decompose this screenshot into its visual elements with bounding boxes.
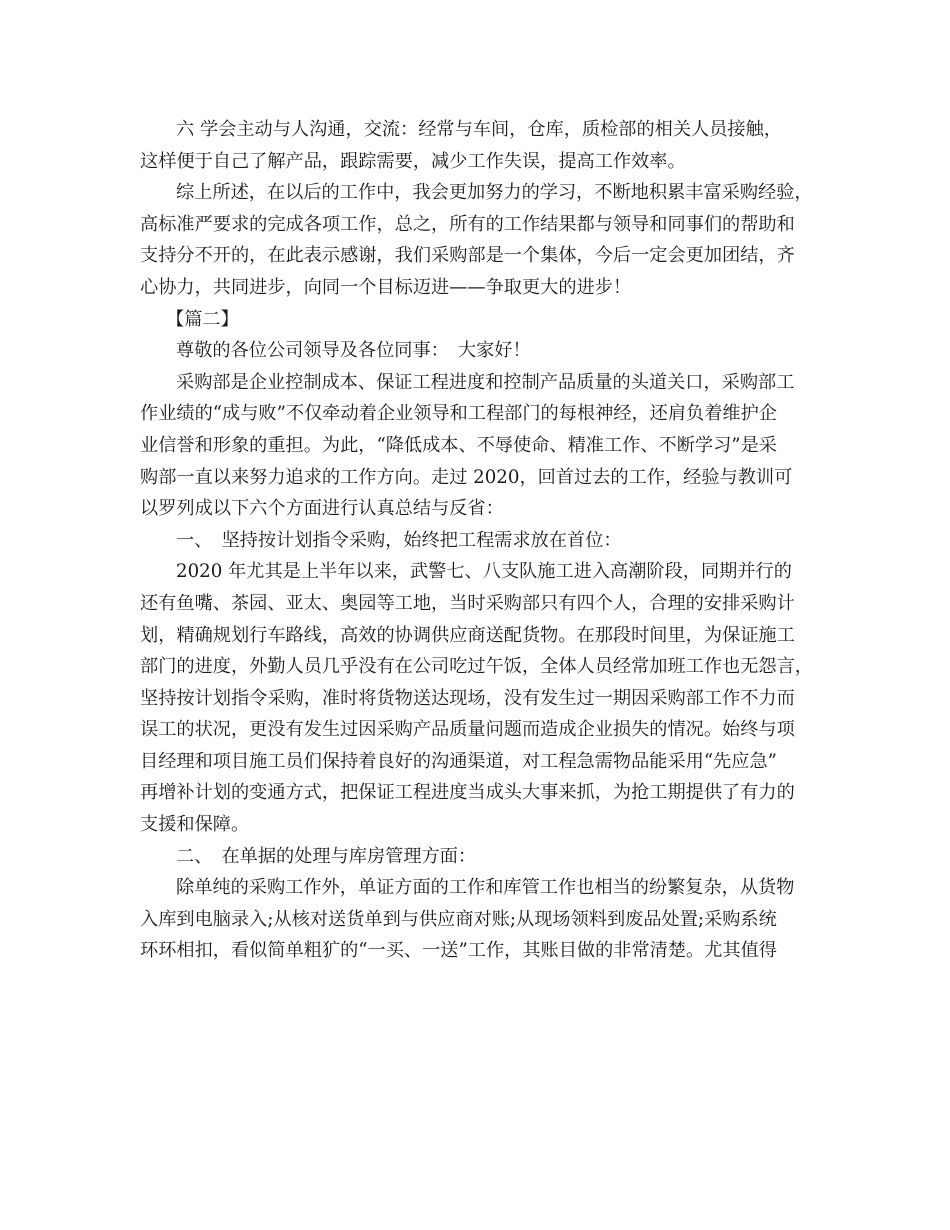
document-body [140,114,820,967]
text-line: 误工的状况，更没有发生过因采购产品质量问题而造成企业损失的情况。始终与项 [140,719,795,741]
text-line: 尊敬的各位公司领导及各位同事： 大家好！ [176,340,531,362]
text-line: 综上所述，在以后的工作中，我会更加努力的学习，不断地积累丰富采购经验， [176,182,813,204]
text-line: 心协力，共同进步，向同一个目标迈进——争取更大的进步！ [140,276,632,298]
text-line: 作业绩的“成与败”不仅牵动着企业领导和工程部门的每根神经，还肩负着维护企 [140,403,777,425]
text-line: 支援和保障。 [140,814,250,836]
text-line: 业信誉和形象的重担。为此，“降低成本、不辱使命、精准工作、不断学习”是采 [140,434,777,456]
text-line: 购部一直以来努力追求的工作方向。走过 2020，回首过去的工作，经验与教训可 [140,466,793,488]
text-line: 再增补计划的变通方式，把保证工程进度当成头大事来抓，为抢工期提供了有力的 [140,782,795,804]
text-line: 还有鱼嘴、茶园、亚太、奥园等工地，当时采购部只有四个人，合理的安排采购计 [140,592,795,614]
text-line: 入库到电脑录入;从核对送货单到与供应商对账;从现场领料到废品处置;采购系统 [140,908,777,930]
text-line: 二、 在单据的处理与库房管理方面： [176,845,477,867]
text-line: 划，精确规划行车路线，高效的协调供应商送配货物。在那段时间里，为保证施工 [140,624,795,646]
text-line: 环环相扣，看似简单粗犷的“一买、一送”工作，其账目做的非常清楚。尤其值得 [140,940,777,962]
text-line: 以罗列成以下六个方面进行认真总结与反省： [140,498,504,520]
text-line: 目经理和项目施工员们保持着良好的沟通渠道，对工程急需物品能采用“先应急” [140,750,777,772]
text-line: 一、 坚持按计划指令采购，始终把工程需求放在首位： [176,529,622,551]
text-line: 这样便于自己了解产品，跟踪需要，减少工作失误，提高工作效率。 [140,150,686,172]
text-line: 部门的进度，外勤人员几乎没有在公司吃过午饭，全体人员经常加班工作也无怨言， [140,656,813,678]
text-line: 2020 年尤其是上半年以来，武警七、八支队施工进入高潮阶段，同期并行的 [176,561,792,583]
text-line: 采购部是企业控制成本、保证工程进度和控制产品质量的头道关口，采购部工 [176,371,795,393]
text-line: 支持分不开的，在此表示感谢，我们采购部是一个集体，今后一定会更加团结，齐 [140,245,795,267]
text-line: 坚持按计划指令采购，准时将货物送达现场，没有发生过一期因采购部工作不力而 [140,687,795,709]
section-heading: 【篇二】 [166,308,239,330]
text-line: 六 学会主动与人沟通，交流：经常与车间，仓库，质检部的相关人员接触， [176,119,782,140]
text-line: 高标准严要求的完成各项工作，总之，所有的工作结果都与领导和同事们的帮助和 [140,213,795,235]
text-line: 除单纯的采购工作外，单证方面的工作和库管工作也相当的纷繁复杂，从货物 [176,877,795,899]
